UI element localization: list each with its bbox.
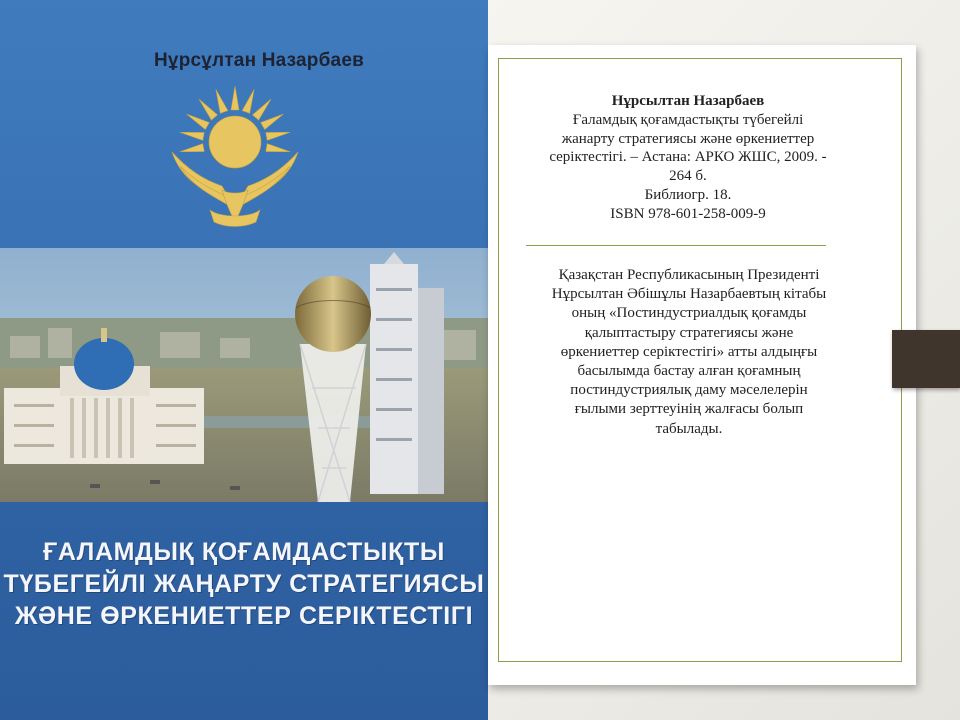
- abstract-line: табылады.: [655, 420, 723, 437]
- cover-title-line: ҒАЛАМДЫҚ ҚОҒАМДАСТЫҚТЫ: [43, 538, 445, 566]
- bibliographic-record: [510, 92, 866, 224]
- abstract-line: Нұрсылтан Әбішұлы Назарбаевтың кітабы: [551, 286, 827, 303]
- biblio-isbn: ISBN 978-601-258-009-9: [610, 205, 766, 222]
- bookmark-tab: [892, 330, 960, 388]
- cover-title-line: ЖӘНЕ ӨРКЕНИЕТТЕР СЕРІКТЕСТІГІ: [14, 602, 474, 630]
- abstract-line: басылымда бастау алған қоғамның: [577, 363, 801, 380]
- biblio-line: серіктестігі. – Астана: АРКО ЖШС, 2009. -: [549, 149, 827, 166]
- biblio-line: жанарту стратегиясы және өркениеттер: [561, 130, 815, 147]
- abstract-line: оның «Постиндустриалдық қоғамды: [571, 305, 807, 322]
- abstract-line: қалыптастыру стратегиясы және: [584, 324, 794, 341]
- book-abstract: [504, 266, 874, 439]
- biblio-line: Библиогр. 18.: [644, 186, 732, 203]
- biblio-line: Ғаламдық қоғамдастықты түбегейлі: [572, 111, 804, 128]
- abstract-line: өркениеттер серіктестігі» атты алдыңғы: [560, 343, 818, 360]
- abstract-line: постиндустриялық даму мәселелерін: [570, 382, 808, 399]
- cover-title: [0, 536, 488, 632]
- abstract-line: ғылыми зерттеуінің жалғасы болып: [574, 401, 804, 418]
- astana-cityscape-photo: [0, 248, 488, 502]
- sun-eagle-emblem-icon: [160, 82, 310, 232]
- biblio-line: 264 б.: [669, 168, 707, 185]
- abstract-line: Қазақстан Республикасының Президенті: [558, 267, 820, 283]
- cover-title-line: ТҮБЕГЕЙЛІ ЖАҢАРТУ СТРАТЕГИЯСЫ: [3, 570, 485, 598]
- section-divider: [526, 245, 826, 246]
- biblio-author: Нұрсылтан Назарбаев: [611, 93, 765, 109]
- cover-author: Нұрсұлтан Назарбаев: [154, 50, 364, 71]
